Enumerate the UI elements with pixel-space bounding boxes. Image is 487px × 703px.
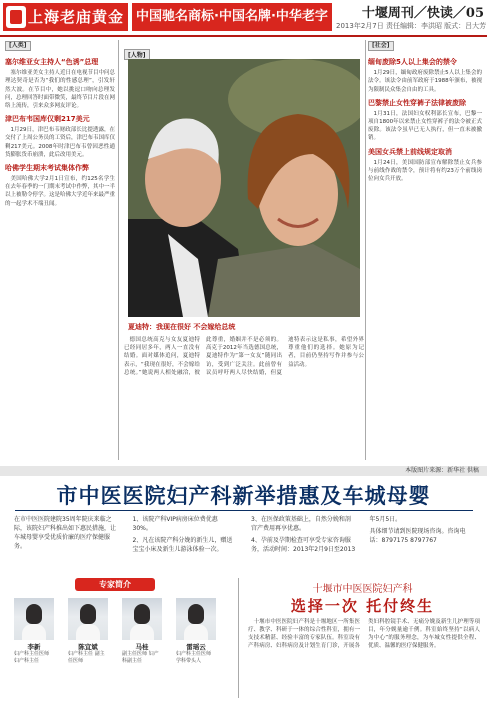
expert-title: 妇产科主任医师 妇产科主任	[14, 651, 50, 664]
article-headline: 塞尔维亚女主持人“色诱”总理	[5, 58, 99, 67]
expert-photo	[122, 598, 162, 640]
ad2-body	[248, 618, 480, 700]
article-headline: 津巴布韦国库仅剩217美元	[5, 115, 90, 124]
expert-name: 陈宜斌	[78, 643, 98, 651]
ad-paragraph: 在市中医医院建院35周年院庆来临之际，该院妇产科推出如下惠民措施，让车城母婴享受优质价廉的医疗保健服务。	[14, 516, 117, 550]
expert-name: 李新	[27, 643, 41, 651]
ad-paragraph: 1、该院产科VIP病房床位费优惠30%。	[132, 516, 218, 532]
section-tag: [人类]	[5, 41, 31, 51]
logo-seal-icon	[6, 6, 26, 28]
brand-logo: 上海老庙黄金	[3, 3, 128, 31]
ad-paragraph: 3、在医保政策基础上，自然分娩和剖宫产费用再享优惠。	[251, 516, 351, 532]
ad-column-divider	[238, 578, 239, 698]
right-news-column	[368, 40, 482, 460]
expert-title: 妇产科主任医师 学科带头人	[176, 651, 212, 664]
article-body: 1月29日，津巴布韦财政部长比提透露，在交付了上周公务员的工资后，津巴布韦国库仅剩217美元。2008年时津巴布韦曾因恶性通货膨胀货币崩溃，此后改用美元。	[5, 127, 115, 158]
expert-name: 马桂	[135, 643, 149, 651]
photo-caption: 夏迪特：我现在很好 不会嫁给总统	[128, 323, 236, 331]
article-headline: 缅甸废除5人以上集会的禁令	[368, 58, 457, 67]
section-tag: [人物]	[124, 49, 150, 60]
header-slogan: 中国驰名商标·中国名牌·中华老字号	[132, 3, 332, 31]
ad2-subtitle: 十堰市中医医院妇产科	[312, 584, 413, 595]
experts-title: 专家简介	[75, 578, 155, 591]
left-news-column	[5, 40, 115, 460]
ad-paragraph: 4、孕前及孕期检查可享受专家咨询服务，活动时间：2013年2月9日至2013年5月5日。	[251, 516, 402, 553]
ad2-paragraph: 十堰市中医医院妇产科是十堰地区一所集医疗、教学、科研于一体的综合性科室，拥有一支技术精湛、经验丰富的专家队伍。科室设有产科病房、妇科病房及计划生育门诊，开展各类妇科腔镜手术、无痛分娩及新生儿护理等项目，年分娩量逾千例。科室始终坚持“以病人为中心”的服务理念，为车城女性提供全程、优质、温馨的医疗保健服务。	[248, 619, 480, 649]
ad-divider	[15, 510, 473, 511]
ad-contact: 具体细节请到医院现场咨询。咨询电话：8797175 8797767	[369, 528, 466, 544]
photo-source-note: 本版图片来源：新华社 供稿	[0, 466, 487, 476]
expert-card	[14, 598, 54, 665]
ad-body	[14, 515, 474, 575]
expert-title: 副主任医师 妇产科副主任	[122, 651, 159, 664]
news-photo	[128, 59, 360, 317]
issue-info	[336, 2, 487, 32]
column-divider	[365, 40, 366, 460]
expert-photo	[68, 598, 108, 640]
expert-photo	[14, 598, 54, 640]
article-headline: 巴黎禁止女性穿裤子法律被废除	[368, 98, 466, 107]
article-body: 1月31日，法国妇女权利部长宣布，巴黎一项自1800年以来禁止女性穿裤子的法令被正式废除。该法令虽早已无人执行，但一直未被撤销。	[368, 110, 482, 142]
ad-headline: 市中医医院妇产科新举措惠及车城母婴	[56, 483, 431, 508]
article-headline: 哈佛学生期末考试集体作弊	[5, 164, 89, 173]
page-number: ／05	[452, 6, 484, 21]
article-body: 美国哈佛大学2月1日宣布，约125名学生在去年春季的一门期末考试中作弊，其中一半以上被勒令停学。这是哈佛大学近年来最严重的一起学术不端丑闻。	[5, 176, 115, 207]
issue-meta: 2013年2月7日 责任编辑：李洪昭 版式：吕大芳	[336, 22, 487, 30]
ad-paragraph: 2、凡在该院产科分娩的新生儿，赠送宝宝小床及新生儿游泳体验一次。	[132, 537, 233, 553]
expert-name: 雷瑶云	[186, 643, 206, 651]
article-body: 1月24日，美国国防部宣布解除禁止女兵参与前线作战的禁令，预计将有约23万个前线岗位向女兵开放。	[368, 159, 482, 183]
section-tag: [社会]	[368, 41, 394, 51]
middle-article-body	[124, 336, 364, 460]
expert-title: 妇产科主任 副主任医师	[68, 651, 105, 664]
article-headline: 美国女兵禁上前线规定取消	[368, 147, 452, 156]
article-body: 德国总统高克与女友夏迪特已经同居多年，两人一直没有结婚。面对媒体追问，夏迪特表示，“我现在很好，不会嫁给总统。”她说两人相处融洽，彼此尊重，婚姻并不是必须的。高克于2012年当选德国总统，夏迪特作为“第一女友”随同出访，受到广泛关注。此前曾有议员呼吁两人尽快结婚，但夏迪特表示这是私事，希望外界尊重他们的选择。她原为记者，目前仍坚持写作并参与公益活动。	[124, 337, 364, 376]
column-divider	[118, 40, 119, 460]
issue-title: 十堰周刊／快读／05	[361, 6, 484, 21]
expert-card	[122, 598, 162, 665]
ad2-slogan: 选择一次 托付终生	[290, 597, 435, 615]
couple-photo-illustration	[128, 59, 360, 317]
header-divider	[0, 35, 487, 37]
expert-card	[176, 598, 216, 665]
article-body: 1月29日，缅甸政府废除禁止5人以上集会的法令。该法令由前军政府于1988年颁布，被视为限制民众集会自由的工具。	[368, 70, 482, 93]
article-body: 塞尔维亚美女主持人近日在电视节目中问总理达契奇是否为“我们的性感总理”，引发轩然大波。在节目中，她以挑逗口吻向总理发问，总理回答时面带微笑，最终节目片段在网络上流传，引来众多网友评论。	[5, 70, 115, 110]
expert-photo	[176, 598, 216, 640]
expert-card	[68, 598, 108, 665]
